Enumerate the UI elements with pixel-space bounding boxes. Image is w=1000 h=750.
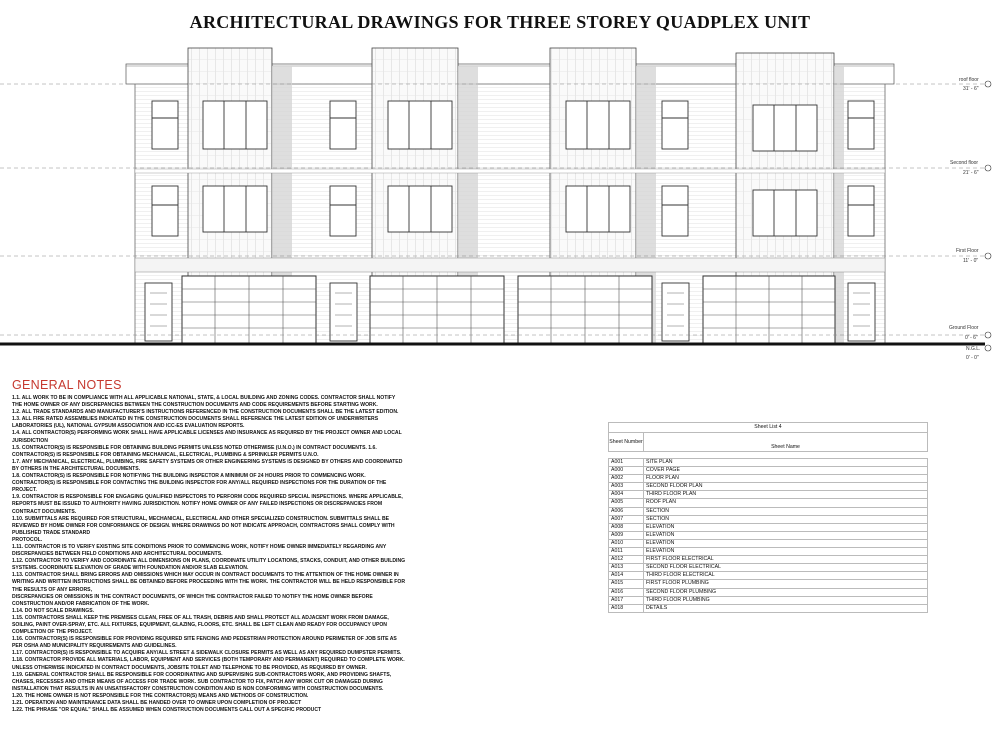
note-line: CHASES, RECESSES AND OTHER MEANS OF ACCESS FOR TRADE WORK. SUB CONTRACTOR TO FIX, PATCH ANY WORK CUT OR DAMAGED DURING [12, 678, 383, 685]
note-line: PUBLISHED TRADE STANDARD [12, 529, 91, 536]
sheet-number: A002 [609, 475, 644, 482]
level-elev-ground: 0' - 6" [965, 335, 978, 341]
page-title: ARCHITECTURAL DRAWINGS FOR THREE STOREY QUADPLEX UNIT [189, 12, 811, 32]
note-line: 1.19. GENERAL CONTRACTOR SHALL BE RESPONSIBLE FOR COORDINATING AND SUPERVISING SUB-CONTRACTORS WORK, AND PROVIDING SHAFTS, [12, 671, 392, 678]
note-line: REPORTS MUST BE ISSUED TO AUTHORITY HAVING JURISDICTION. NOTIFY HOME OWNER OF ANY FAILED INSPECTIONS OR DISCREPANCIES FROM [12, 501, 383, 508]
sheet-name: FLOOR PLAN [646, 475, 679, 482]
sheet-name: FIRST FLOOR ELECTRICAL [646, 556, 714, 563]
table-row [608, 524, 928, 532]
note-line: LABORATORIES (UL), NATIONAL GYPSUM ASSOCIATION AND ICC-ES EVALUATION REPORTS. [12, 423, 245, 430]
level-label-first: First Floor [956, 248, 979, 254]
note-line: 1.3. ALL FIRE RATED ASSEMBLIES INDICATED IN THE CONSTRUCTION DOCUMENTS SHALL REFERENCE THE LATEST EDITION OF UNDERWRITERS [12, 416, 379, 423]
note-line: BY OTHERS IN THE ARCHITECTURAL DOCUMENTS. [12, 465, 141, 472]
sheet-list-header [608, 433, 928, 452]
sheet-name: ELEVATION [646, 523, 675, 530]
note-line: CONTRACT DOCUMENTS. [12, 508, 77, 515]
note-line: 1.20. THE HOME OWNER IS NOT RESPONSIBLE FOR THE CONTRACTOR(S) MEANS AND METHODS OF CONSTRUCTION. [12, 692, 309, 699]
sheet-name: ROOF PLAN [646, 499, 676, 506]
note-line: CONSTRUCTION AND/OR FABRICATION OF THE WORK. [12, 600, 150, 607]
col-header-name: Sheet Name [771, 444, 800, 450]
note-line: 1.7. ANY MECHANICAL, ELECTRICAL, PLUMBING, FIRE SAFETY SYSTEMS OR OTHER ENGINEERING SYSTEMS IS DESIGNED BY OTHERS AND COORDINATED [12, 458, 403, 465]
note-line: PER OSHA AND MUNICIPALITY REQUIREMENTS AND GUIDELINES. [12, 643, 177, 650]
sheet-number: A005 [609, 499, 644, 506]
note-line: 1.22. THE PHRASE "OR EQUAL" SHALL BE ASSUMED WHEN CONSTRUCTION DOCUMENTS CALL OUT A SPECIFIC PRODUCT [12, 707, 322, 714]
sheet-number: A007 [609, 516, 644, 523]
note-line: REVIEWED BY HOME OWNER FOR CONFORMANCE OF DESIGN. WHERE DRAWINGS DO NOT INDICATE APPROACH, CONTRACTORS SHALL COMPLY WITH [12, 522, 395, 529]
note-line: PROJECT. [12, 487, 37, 494]
level-elev-first: 11' - 0" [963, 258, 979, 264]
sheet-name: DETAILS [646, 604, 668, 611]
table-row [608, 597, 928, 605]
front-elevation-drawing [0, 38, 1000, 368]
sheet-number: A000 [609, 467, 644, 474]
note-line: 1.1. ALL WORK TO BE IN COMPLIANCE WITH ALL APPLICABLE NATIONAL, STATE, & LOCAL BUILDING AND ZONING CODES. CONTRACTOR SHALL NOTIFY [12, 395, 396, 401]
sheet-number: A011 [609, 548, 644, 555]
sheet-number: A003 [609, 483, 644, 490]
note-line: DISCREPANCIES BETWEEN FIELD CONDITIONS AND ARCHITECTURAL DOCUMENTS. [12, 551, 223, 558]
sheet-number: A012 [609, 556, 644, 563]
table-row [608, 459, 928, 467]
sheet-number: A016 [609, 589, 644, 596]
note-line: CONTRACTOR(S) IS RESPONSIBLE FOR OBTAINING MECHANICAL, ELECTRICAL, PLUMBING & SPRINKLER PERMITS U.N.O. [12, 451, 319, 458]
general-notes-heading: GENERAL NOTES [12, 378, 122, 392]
sheet-number: A008 [609, 524, 644, 531]
sheet-name: THIRD FLOOR PLAN [646, 491, 697, 498]
note-line: 1.2. ALL TRADE STANDARDS AND MANUFACTURER'S INSTRUCTIONS REFERENCED IN THE CONSTRUCTION DOCUMENTS SHALL BE THE LATEST EDITION. [12, 409, 399, 416]
sheet-list-rows [608, 458, 928, 613]
table-row [608, 499, 928, 507]
note-line: 1.12. CONTRACTOR TO VERIFY AND COORDINATE ALL DIMENSIONS ON PLANS, COORDINATE UTILITY LOCATIONS, STACKS, CONDUIT, AND OTHER BUILDING [12, 558, 406, 565]
sheet-name: SITE PLAN [646, 459, 673, 465]
level-markers [985, 81, 991, 351]
level-label-ground: Ground Floor [949, 325, 979, 331]
sheet-number: A013 [609, 564, 644, 571]
sheet-name: THIRD FLOOR PLUMBING [646, 596, 710, 603]
note-line: 1.11. CONTRACTOR IS TO VERIFY EXISTING SITE CONDITIONS PRIOR TO COMMENCING WORK, NOTIFY HOME OWNER IMMEDIATELY REGARDING ANY [12, 543, 387, 550]
note-line: CONTRACTOR(S) IS RESPONSIBLE FOR CONTACTING THE BUILDING INSPECTOR FOR ANY/ALL REQUIRED INSPECTIONS FOR THE DURATION OF THE [12, 480, 387, 487]
note-line: 1.15. CONTRACTORS SHALL KEEP THE PREMISES CLEAN, FREE OF ALL TRASH, DEBRIS AND SHALL PROTECT ALL ADJACENT WORK FROM DAMAGE, [12, 614, 389, 621]
sheet-name: ELEVATION [646, 531, 675, 538]
sheet-name: COVER PAGE [646, 467, 680, 474]
level-elev-second: 21' - 6" [963, 170, 979, 176]
note-line: SYSTEMS. COORDINATE ELEVATION OF GRADE WITH FOUNDATION AND/OR SLAB ELEVATION. [12, 565, 249, 572]
note-line: UNLESS OTHERWISE INDICATED IN CONTRACT DOCUMENTS, JOBSITE TOILET AND TELEPHONE TO BE PROVIDED, AS REQUIRED BY OWNER. [12, 664, 367, 671]
sheet-name: ELEVATION [646, 539, 675, 546]
table-row [608, 508, 928, 516]
col-header-number: Sheet Number [609, 433, 644, 451]
table-row [608, 548, 928, 556]
table-row [608, 532, 928, 540]
level-label-ngl: N.G.L. [966, 346, 981, 352]
table-row [608, 580, 928, 588]
sheet-number: A004 [609, 491, 644, 498]
general-notes-list [12, 395, 592, 714]
table-row [608, 589, 928, 597]
sheet-list-table [608, 422, 928, 613]
table-row [608, 475, 928, 483]
note-line: SOILING, PAINT OVER-SPRAY, ETC. ALL FIXTURES, EQUIPMENT, GLAZING, FLOORS, ETC. SHALL BE LEFT CLEAN AND READY FOR OCCUPANCY UPON [12, 622, 387, 628]
sheet-name: THIRD FLOOR ELECTRICAL [646, 572, 715, 579]
sheet-number: A018 [609, 605, 644, 612]
sheet-number: A017 [609, 597, 644, 604]
sheet-number: A014 [609, 572, 644, 579]
note-line: DISCREPANCIES OR OMISSIONS IN THE CONTRACT DOCUMENTS, OF WHICH THE CONTRACTOR FAILED TO NOTIFY THE HOME OWNER BEFORE [12, 593, 373, 600]
sheet-name: FIRST FLOOR PLUMBING [646, 580, 709, 587]
sheet-number: A009 [609, 532, 644, 539]
sheet-name: SECOND FLOOR PLAN [646, 483, 703, 490]
note-line: 1.14. DO NOT SCALE DRAWINGS. [12, 607, 95, 614]
level-label-roof: roof floor [959, 77, 979, 83]
note-line: 1.18. CONTRACTOR PROVIDE ALL MATERIALS, LABOR, EQUIPMENT AND SERVICES (BOTH TEMPORARY AND PERMANENT) REQUIRED TO COMPLETE WORK. [12, 657, 405, 664]
sheet-number: A010 [609, 540, 644, 547]
sheet-name: SECOND FLOOR PLUMBING [646, 588, 717, 595]
note-line: INSTALLATION THAT RESULTS IN AN UNSATISFACTORY CONSTRUCTION CONDITION AND IS NON CONFORMING WITH CONSTRUCTION DOCUMENTS. [12, 685, 384, 692]
level-elev-roof: 31' - 6" [963, 86, 979, 92]
table-row [608, 572, 928, 580]
table-row [608, 467, 928, 475]
table-row [608, 540, 928, 548]
level-label-second: Second floor [950, 160, 979, 166]
note-line: 1.10. SUBMITTALS ARE REQUIRED FOR STRUCTURAL, MECHANICAL, ELECTRICAL AND OTHER SPECIALIZED CONSTRUCTION. SUBMITTALS SHALL BE [12, 515, 390, 522]
note-line: THE RESULTS OF ANY ERRORS, [12, 586, 92, 593]
note-line: 1.13. CONTRACTOR SHALL BRING ERRORS AND OMISSIONS WHICH MAY OCCUR IN CONTRACT DOCUMENTS TO THE ATTENTION OF THE HOME OWNER IN [12, 572, 399, 579]
note-line: COMPLETION OF THE PROJECT. [12, 629, 93, 636]
note-line: PROTOCOL. [12, 536, 43, 543]
note-line: THE HOME OWNER OF ANY DISCREPANCIES BETWEEN THE CONSTRUCTION DOCUMENTS AND CODE REQUIREMENTS BEFORE STARTING WORK. [12, 402, 378, 409]
note-line: 1.9. CONTRACTOR IS RESPONSIBLE FOR ENGAGING QUALIFIED INSPECTORS TO PERFORM CODE REQUIRED SPECIAL INSPECTIONS. WHERE APPLICABLE, [12, 494, 403, 501]
sheet-name: SECTION [646, 515, 670, 522]
note-line: 1.17. CONTRACTOR(S) IS RESPONSIBLE TO ACQUIRE ANY/ALL STREET & SIDEWALK CLOSURE PERMITS AS WELL AS ANY REQUIRED DUMPSTER PERMITS. [12, 650, 402, 657]
table-row [608, 491, 928, 499]
note-line: WRITING AND WRITTEN INSTRUCTIONS SHALL BE OBTAINED BEFORE PROCEEDING WITH THE WORK. THE CONTRACTOR WILL BE HELD RESPONSIBLE FOR [12, 579, 406, 586]
sheet-name: SECTION [646, 507, 670, 514]
table-row [608, 483, 928, 491]
level-elev-ngl: 0' - 0" [966, 355, 979, 361]
sheet-name: ELEVATION [646, 548, 675, 555]
note-line: 1.21. OPERATION AND MAINTENANCE DATA SHALL BE HANDED OVER TO OWNER UPON COMPLETION OF PROJECT [12, 700, 302, 707]
note-line: 1.5. CONTRACTOR(S) IS RESPONSIBLE FOR OBTAINING BUILDING PERMITS UNLESS NOTED OTHERWISE (U.N.O.) IN CONTRACT DOCUMENTS. 1.6. [12, 444, 377, 451]
note-line: JURISDICTION [12, 437, 48, 444]
table-row [608, 564, 928, 572]
note-line: 1.4. ALL CONTRACTOR(S) PERFORMING WORK SHALL HAVE APPLICABLE LICENSES AND INSURANCE AS REQUIRED BY THE PROJECT OWNER AND LOCAL [12, 430, 402, 437]
general-notes [12, 378, 592, 714]
sheet-number: A006 [609, 508, 644, 515]
table-row [608, 605, 928, 613]
sheet-list-title: Sheet List 4 [608, 422, 928, 433]
sheet-number: A015 [609, 580, 644, 587]
table-row [608, 556, 928, 564]
sheet-name: SECOND FLOOR ELECTRICAL [646, 564, 721, 571]
table-row [608, 516, 928, 524]
note-line: 1.8. CONTRACTOR(S) IS RESPONSIBLE FOR NOTIFYING THE BUILDING INSPECTOR A MINIMUM OF 24 HOURS PRIOR TO COMMENCING WORK. [12, 473, 366, 480]
note-line: 1.16. CONTRACTOR(S) IS RESPONSIBLE FOR PROVIDING REQUIRED SITE FENCING AND PEDESTRIAN PROTECTION AROUND PERIMETER OF JOB SITE AS [12, 636, 397, 643]
sheet-number: A001 [609, 459, 644, 466]
